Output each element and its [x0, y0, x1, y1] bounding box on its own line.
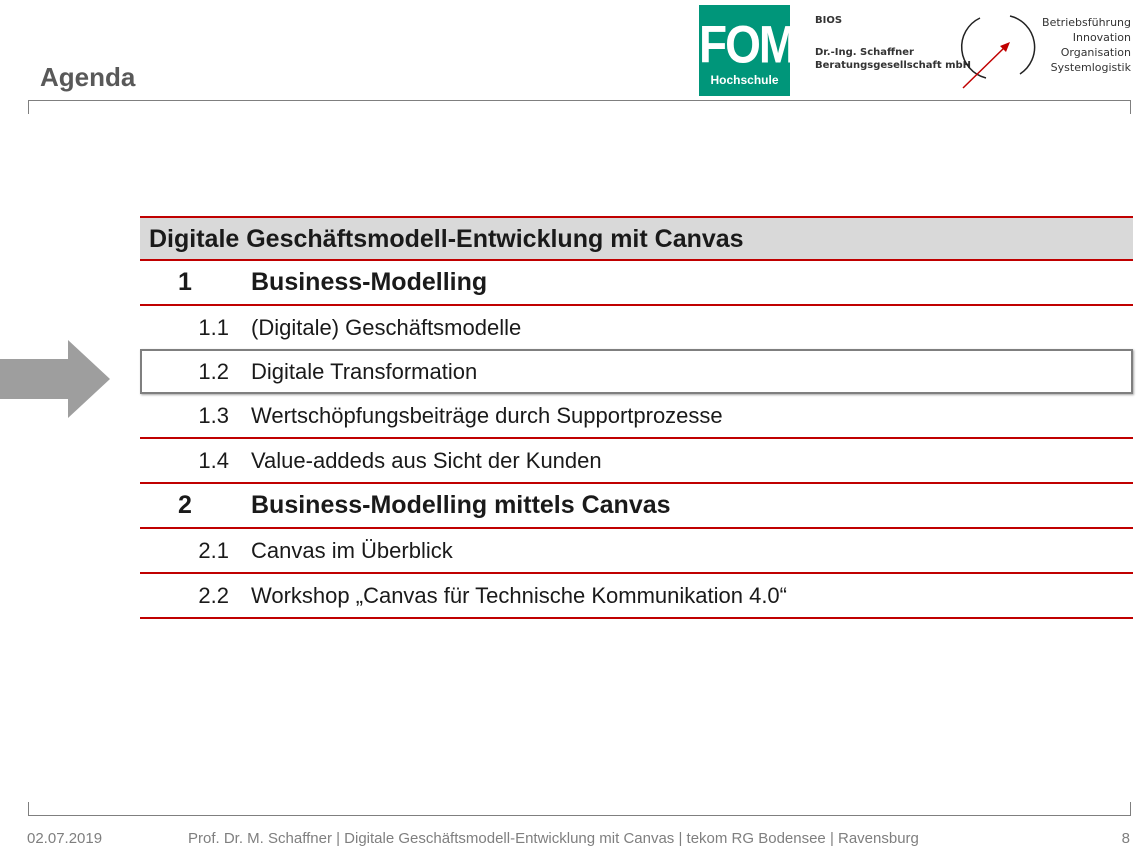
fom-logo: [699, 5, 796, 96]
agenda-subsection: [140, 394, 1133, 439]
agenda-number: 2.1: [198, 537, 229, 563]
tagline-item: Innovation: [1072, 31, 1131, 44]
agenda-label: Business-Modelling: [251, 268, 488, 296]
agenda-number: 1: [178, 268, 192, 296]
current-section-arrow-icon: [0, 340, 110, 418]
agenda-label: Wertschöpfungsbeiträge durch Supportprozesse: [251, 402, 723, 428]
agenda-subsection: [140, 306, 1133, 351]
page-number: 8: [1121, 830, 1130, 847]
slide-title: Agenda: [40, 62, 136, 92]
header-bracket: [28, 100, 1131, 114]
agenda-number: 1.1: [198, 314, 229, 340]
tagline-item: Organisation: [1060, 46, 1131, 59]
bios-logo: [815, 14, 971, 72]
agenda-number: 1.4: [198, 447, 229, 473]
agenda-number: 1.3: [198, 402, 229, 428]
agenda-number: 1.2: [198, 358, 229, 384]
agenda-label: Canvas im Überblick: [251, 537, 453, 563]
bios-name: BIOS: [815, 15, 843, 26]
fom-logo-subtext: Hochschule: [710, 73, 779, 87]
circle-arrow-logo: [958, 8, 1038, 92]
agenda-label: Business-Modelling mittels Canvas: [251, 491, 671, 519]
agenda-section: [140, 261, 1133, 306]
footer-text: Prof. Dr. M. Schaffner | Digitale Geschäftsmodell-Entwicklung mit Canvas | tekom RG Bodensee | Ravensburg: [188, 830, 919, 847]
agenda-label: Digitale Transformation: [251, 358, 478, 384]
agenda-label: (Digitale) Geschäftsmodelle: [251, 314, 522, 340]
agenda-number: 2: [178, 491, 192, 519]
footer-date: 02.07.2019: [27, 830, 103, 847]
bios-company: Beratungsgesellschaft mbH: [815, 60, 972, 71]
agenda-subsection: [140, 574, 1133, 619]
agenda-subsection: [140, 529, 1133, 574]
tagline-item: Systemlogistik: [1050, 61, 1131, 74]
agenda-number: 2.2: [198, 582, 229, 608]
agenda-label: Workshop „Canvas für Technische Kommunikation 4.0“: [251, 582, 787, 608]
fom-logo-text: FOM: [699, 14, 796, 74]
agenda-subsection: [140, 439, 1133, 484]
footer-bracket: [28, 802, 1131, 816]
bios-owner: Dr.-Ing. Schaffner: [815, 47, 914, 58]
tagline: [1042, 15, 1131, 75]
agenda-section: [140, 484, 1133, 529]
agenda-header: Digitale Geschäftsmodell-Entwicklung mit Canvas: [140, 216, 1133, 261]
agenda-subsection-current: [140, 349, 1133, 394]
agenda-table: [140, 216, 1133, 619]
agenda-label: Value-addeds aus Sicht der Kunden: [251, 447, 602, 473]
tagline-item: Betriebsführung: [1042, 16, 1131, 29]
